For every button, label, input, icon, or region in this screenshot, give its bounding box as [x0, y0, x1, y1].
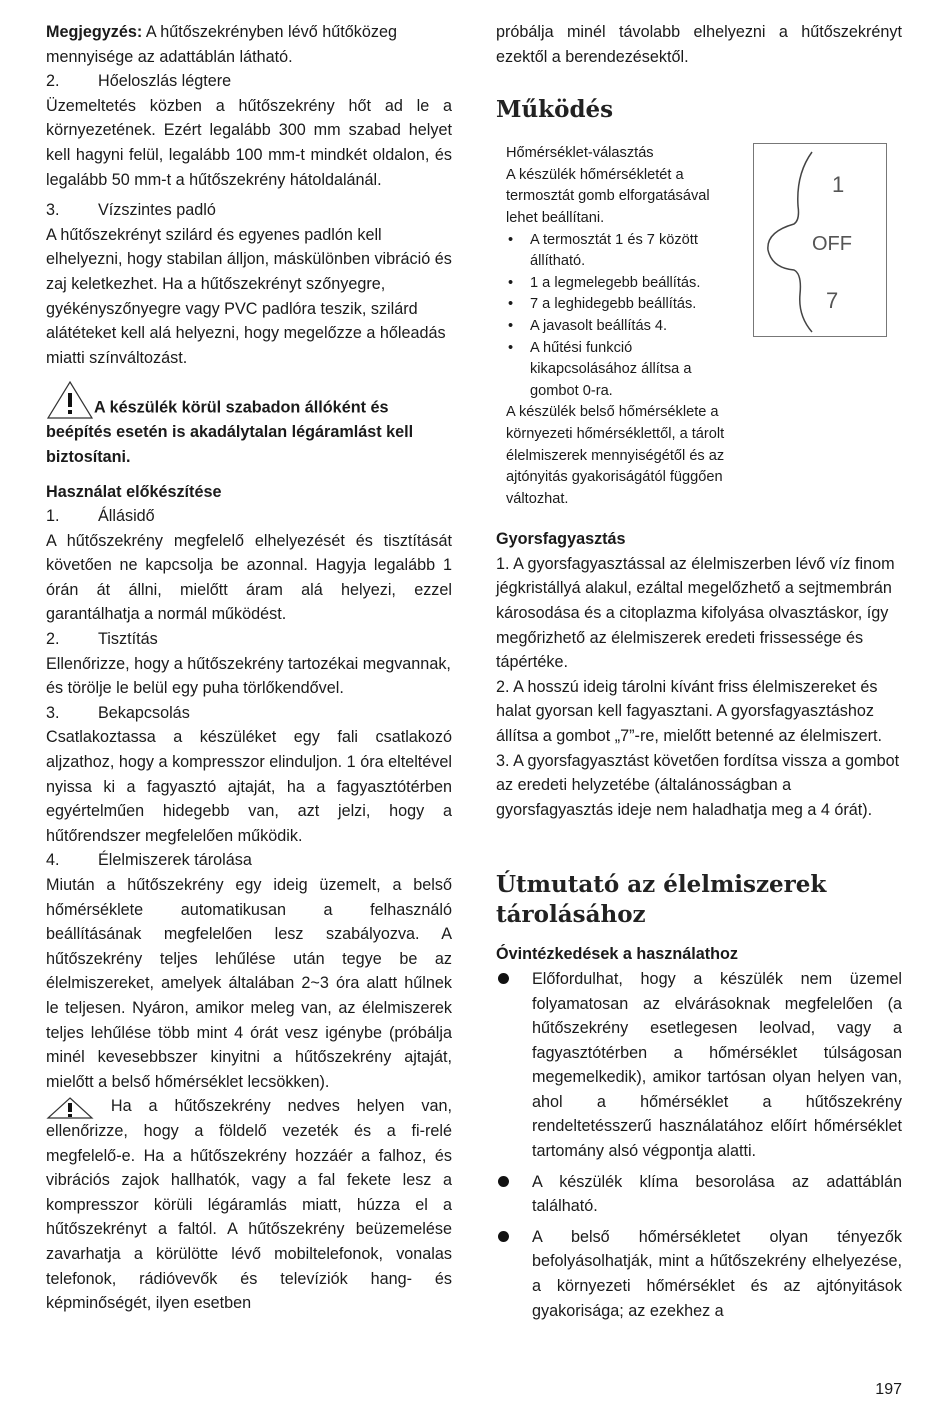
prep-heading-storage: [46, 848, 452, 873]
warning-icon: [46, 1097, 94, 1119]
section-heading-heat: [46, 69, 452, 94]
dial-label-1: 1: [832, 172, 845, 198]
temp-intro: A készülék hőmérsékletét a termosztát gomb elforgatásával lehet beállítani.: [506, 166, 710, 226]
section-text-floor: A hűtőszekrényt szilárd és egyenes padlón kell elhelyezni, hogy stabilan álljon, máskülönben vibráció és zaj keletkezhet. Ha a hűtőszekrényt szőnyegre, gyékényszőnyegre vagy PVC padlóra teszik, szilárd alátéteket kell alá helyezni, hogy megelőzze a hőleadás miatti színváltozást.: [46, 225, 452, 367]
list-item: A készülék klíma besorolása az adattáblán található.: [496, 1170, 902, 1219]
prep-text-storage: Miután a hűtőszekrény egy ideig üzemelt, a belső hőmérséklete automatikusan a felhasználó beállításának megfelelően lesz szabályozva. A hűtőszekrény teljes lehűlése után tegye be az élelmiszereket, amelyek általában 2~3 óra alatt hűlnek le teljesen. Nyáron, amikor meleg van, az élelmiszerek teljes lehűlése több mint 4 órát vesz igénybe (próbálja minél kevesebbszer kinyitni a hűtőszekrény ajtaját, mielőtt a belső hőmérséklet lecsökken).: [46, 876, 452, 1091]
quick-freeze-p2: 2. A hosszú ideig tárolni kívánt friss élelmiszereket és halat gyorsan kell fagyasztani. A gyorsfagyasztáshoz állítsa a gombot „7”-re, mielőtt betenné az élelmiszert.: [496, 677, 882, 745]
precautions-heading: Óvintézkedések a használathoz: [496, 945, 739, 964]
continued-text: próbálja minél távolabb elhelyezni a hűtőszekrényt ezektől a berendezésektől.: [496, 23, 902, 66]
prep-heading-standing: [46, 504, 452, 529]
prep-text-standing: A hűtőszekrény megfelelő elhelyezését és tisztítását követően ne kapcsolja be azonnal. Hagyja legalább 1 órán át állni, mielőtt áram alá helyezi, ezzel garantálhatja a normál működést.: [46, 531, 452, 624]
note-label: Megjegyzés:: [46, 23, 143, 41]
section-number: 2.: [46, 72, 60, 91]
warning-airflow: [46, 380, 452, 469]
list-item: • 7 a leghidegebb beállítás.: [506, 294, 738, 316]
temperature-text: [506, 143, 738, 510]
section-number: 1.: [46, 507, 60, 526]
list-item: Előfordulhat, hogy a készülék nem üzemel folyamatosan az elvárásoknak megfelelően (a hűtőszekrény esetlegesen leolvad, vagy a fagyasztótérben a hőmérséklet túlságosan megemelkedik), amikor tartósan olyan helyen van, ahol a hőmérséklet a hűtőszekrény rendeltetésszerű használatához előírt hőmérséklet tartomány alsó végpontja alatti.: [496, 967, 902, 1164]
section-number: 3.: [46, 703, 60, 722]
temp-title: Hőmérséklet-választás: [506, 145, 654, 162]
quick-freeze-p1: 1. A gyorsfagyasztással az élelmiszerben lévő víz finom jégkristállyá alakul, ezáltal megelőzhető a sejtmembrán károsodása és a citoplazma kifolyása olvasztáskor, így megőrizhető az élelmiszerek eredeti frissessége és tápértéke.: [496, 554, 895, 672]
list-item: • A hűtési funkció kikapcsolásához állítsa a gombot 0-ra.: [506, 338, 738, 403]
section-title: Állásidő: [98, 507, 155, 526]
bullet-dot-icon: [498, 1231, 509, 1242]
section-number: 2.: [46, 630, 60, 649]
quick-freeze-p3: 3. A gyorsfagyasztást követően fordítsa vissza a gombot az eredeti helyzetébe (általánosságban a gyorsfagyasztás ideje nem haladhatja meg a 4 órát).: [496, 751, 900, 819]
warning-text: Ha a hűtőszekrény nedves helyen van, ellenőrizze, hogy a földelő vezeték és a fi-relé megfelelő-e. Ha a hűtőszekrény hozzáér a falhoz, és vibrációs zajok hallhatók, vagy a fal fekete lesz a kompresszor körüli légáramlás miatt, húzza el a hűtőszekrényt a faltól. A hűtőszekrény beüzemelése zavarhatja a körülötte lévő mobiltelefonok, vonalas telefonok, rádióvevők és televíziók hang- és képminőségét, ilyen esetben: [46, 1097, 452, 1313]
bullet-dot-icon: [498, 973, 509, 984]
section-title: Bekapcsolás: [98, 703, 190, 722]
section-title: Élelmiszerek tárolása: [98, 851, 252, 870]
section-heading-floor: [46, 198, 452, 223]
left-column: [46, 20, 452, 1316]
heading-storage-guide: Útmutató az élelmiszerek tárolásához: [496, 871, 827, 929]
section-title: Hőeloszlás légtere: [98, 72, 232, 91]
section-text-heat: Üzemeltetés közben a hűtőszekrény hőt ad le a környezetének. Ezért legalább 300 mm szabad helyet kell hagyni felül, legalább 100 mm-t mindkét oldalon, és legalább 50 mm-t a hűtőszekrény hátoldalánál.: [46, 96, 452, 189]
warning-icon: [46, 380, 94, 420]
note-text: A hűtőszekrényben lévő hűtőközeg mennyisége az adattáblán látható.: [46, 23, 397, 66]
thermostat-dial-illustration: [753, 143, 887, 337]
list-item: • A javasolt beállítás 4.: [506, 316, 738, 338]
bullet-dot-icon: [498, 1176, 509, 1187]
list-item: • 1 a legmelegebb beállítás.: [506, 273, 738, 295]
right-column: [496, 20, 902, 1323]
section-number: 3.: [46, 201, 60, 220]
prep-text-switch-on: Csatlakoztassa a készüléket egy fali csatlakozó aljzathoz, hogy a kompresszor elinduljon. 1 óra elteltével nyissa ki a fagyasztó ajtaját, ha a fagyasztótérben egyértelműen hidegebb van, azt jelzi, hogy a hűtőrendszer megfelelően működik.: [46, 728, 452, 845]
temperature-selection: [496, 143, 902, 527]
dial-label-off: OFF: [812, 233, 852, 256]
thermostat-knob-icon: [754, 144, 886, 336]
prep-heading-cleaning: [46, 627, 452, 652]
quick-freeze-heading: Gyorsfagyasztás: [496, 530, 626, 549]
list-item: • A termosztát 1 és 7 között állítható.: [506, 230, 738, 273]
section-number: 4.: [46, 851, 60, 870]
temp-bullet-list: [506, 230, 738, 403]
dial-label-7: 7: [826, 288, 839, 314]
page-number: 197: [875, 1381, 902, 1398]
temp-outro: A készülék belső hőmérséklete a környezeti hőmérséklettől, a tárolt élelmiszerek mennyiségétől és az ajtónyitás gyakoriságától függően változhat.: [506, 404, 725, 507]
section-title: Tisztítás: [98, 630, 158, 649]
prep-heading-switch-on: [46, 701, 452, 726]
prep-text-cleaning: Ellenőrizze, hogy a hűtőszekrény tartozékai megvannak, és törölje le belül egy puha törlőkendővel.: [46, 654, 451, 698]
prep-heading: Használat előkészítése: [46, 482, 222, 501]
warning-text: A készülék körül szabadon állóként és beépítés esetén is akadálytalan légáramlást kell biztosítani.: [46, 398, 414, 466]
note-paragraph: [46, 20, 452, 69]
warning-humidity: [46, 1094, 452, 1315]
list-item: A belső hőmérsékletet olyan tényezők befolyásolhatják, mint a hűtőszekrény elhelyezése, a környezeti hőmérséklet és az ajtónyitások gyakorisága; az ezekhez a: [496, 1225, 902, 1323]
heading-mukodes: Működés: [496, 96, 614, 124]
section-title: Vízszintes padló: [98, 201, 216, 220]
